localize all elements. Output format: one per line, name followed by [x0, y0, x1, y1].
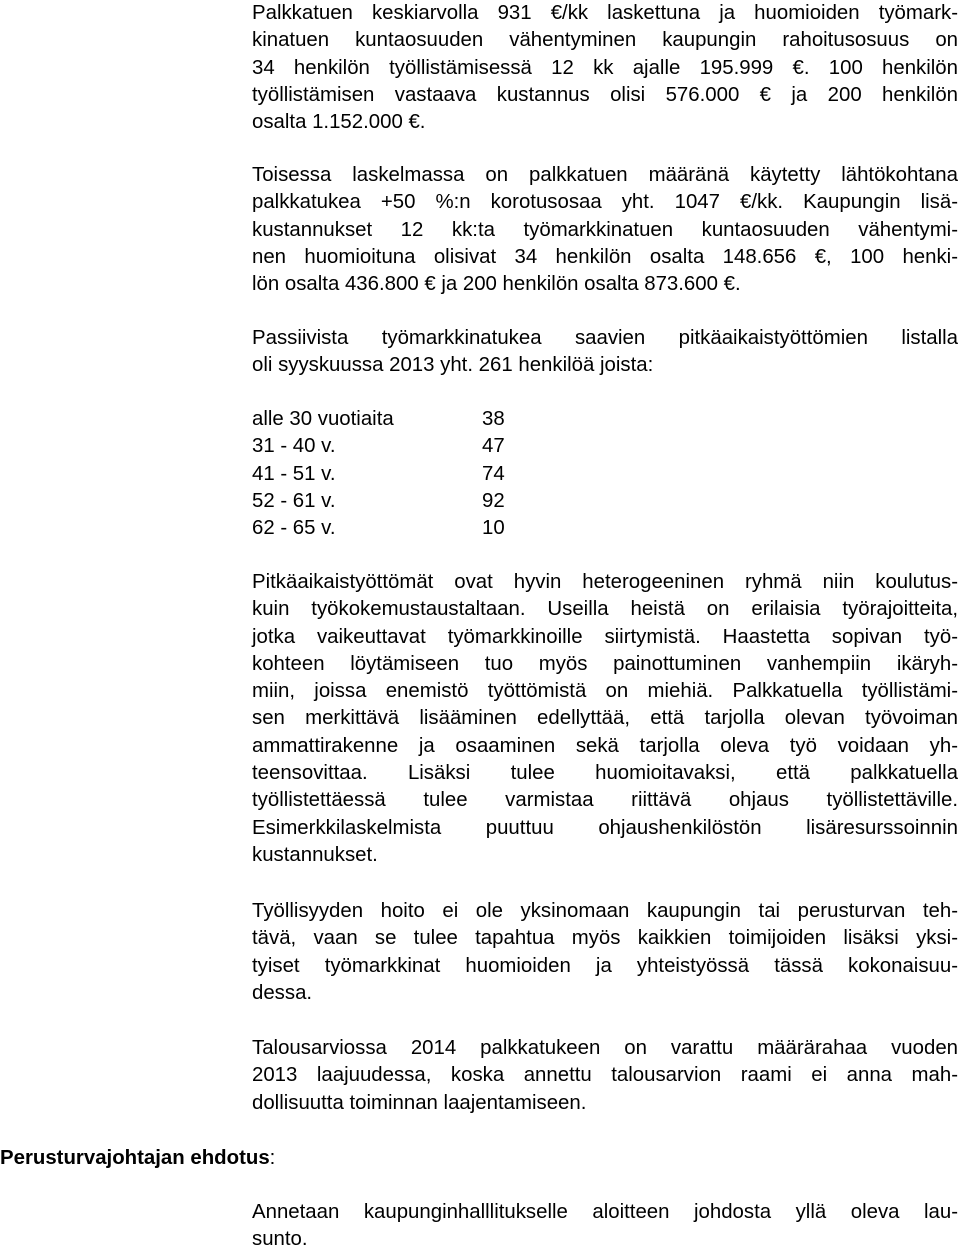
paragraph-heterogeneous-group: [252, 569, 958, 869]
age-group-label: 41 - 51 v.: [252, 462, 336, 485]
text-line: Palkkatuen keskiarvolla 931 €/kk laskettuna ja huomioiden työmark-: [252, 2, 958, 24]
age-group-count: 74: [482, 462, 505, 485]
text-line: Annetaan kaupunginhalllitukselle aloitteen johdosta yllä oleva lau-: [252, 1201, 958, 1223]
age-group-count: 10: [482, 517, 505, 540]
age-group-label: 62 - 65 v.: [252, 517, 336, 540]
text-line: teensovittaa. Lisäksi tulee huomioitavaksi, että palkkatuella: [252, 762, 958, 785]
text-line: 34 henkilön työllistämisessä 12 kk ajalle 195.999 €. 100 henkilön: [252, 56, 958, 79]
proposal-text: [252, 1199, 958, 1254]
text-line: tävä, vaan se tulee tapahtua myös kaikkien toimijoiden lisäksi yksi-: [252, 927, 958, 950]
proposal-heading-colon: :: [269, 1147, 276, 1169]
table-row: [252, 461, 958, 488]
text-line: kohteen löytämiseen tuo myös painottuminen vanhempiin ikäryh-: [252, 652, 958, 675]
text-line: 2013 laajuudessa, koska annettu talousarvion raami ei anna mah-: [252, 1064, 958, 1087]
paragraph-cost-calculation-2: [252, 162, 958, 298]
proposal-heading-label: Perusturvajohtajan ehdotus: [0, 1147, 270, 1169]
text-line: Pitkäaikaistyöttömät ovat hyvin heterogeeninen ryhmä niin koulutus-: [252, 571, 958, 593]
text-line: sunto.: [252, 1228, 308, 1251]
text-line: Työllisyyden hoito ei ole yksinomaan kaupungin tai perusturvan teh-: [252, 900, 958, 922]
age-group-count: 92: [482, 489, 505, 512]
text-line: Talousarviossa 2014 palkkatukeen on varattu määrärahaa vuoden: [252, 1037, 958, 1059]
table-row: [252, 406, 958, 433]
text-line: jotka vaikeuttavat työmarkkinoille siirtymistä. Haastetta sopivan työ-: [252, 625, 958, 648]
text-line: työllistämisen vastaava kustannus olisi 576.000 € ja 200 henkilön: [252, 83, 958, 106]
text-line: palkkatukea +50 %:n korotusosaa yht. 1047 €/kk. Kaupungin lisä-: [252, 191, 958, 214]
age-group-label: 31 - 40 v.: [252, 435, 336, 458]
text-line: kustannukset.: [252, 843, 378, 866]
table-row: [252, 488, 958, 515]
age-group-table: [252, 406, 958, 542]
text-line: työllistettäessä tulee varmistaa riittävä ohjaus työllistettäville.: [252, 789, 958, 812]
paragraph-employment-cooperation: [252, 898, 958, 1007]
text-line: Passiivista työmarkkinatukea saavien pitkäaikaistyöttömien listalla: [252, 327, 958, 349]
table-row: [252, 515, 958, 542]
age-group-label: 52 - 61 v.: [252, 489, 336, 512]
text-line: kuin työkokemustaustaltaan. Useilla heistä on erilaisia työrajoitteita,: [252, 598, 958, 621]
text-line: miin, joissa enemistö työttömistä on miehiä. Palkkatuella työllistämi-: [252, 680, 958, 703]
age-group-count: 47: [482, 435, 505, 458]
text-line: Esimerkkilaskelmista puuttuu ohjaushenkilöstön lisäresurssoinnin: [252, 816, 958, 839]
paragraph-cost-calculation-1: [252, 0, 958, 136]
age-group-count: 38: [482, 408, 505, 430]
text-line: lön osalta 436.800 € ja 200 henkilön osalta 873.600 €.: [252, 273, 741, 296]
text-line: dessa.: [252, 981, 313, 1004]
text-line: kustannukset 12 kk:ta työmarkkinatuen kuntaosuuden vähentymi-: [252, 218, 958, 241]
text-line: Toisessa laskelmassa on palkkatuen määränä käytetty lähtökohtana: [252, 164, 958, 186]
paragraph-unemployed-list: [252, 325, 958, 380]
text-line: nen huomioituna olisivat 34 henkilön osalta 148.656 €, 100 henki-: [252, 245, 958, 268]
text-line: kinatuen kuntaosuuden vähentyminen kaupungin rahoitusosuus on: [252, 29, 958, 52]
text-line: tyiset työmarkkinat huomioiden ja yhteistyössä tässä kokonaisuu-: [252, 954, 958, 977]
text-line: sen merkittävä lisääminen edellyttää, että tarjolla olevan työvoiman: [252, 707, 958, 730]
table-row: [252, 433, 958, 460]
paragraph-budget-2014: [252, 1035, 958, 1117]
text-line: ammattirakenne ja osaaminen sekä tarjolla oleva työ voidaan yh-: [252, 734, 958, 757]
text-line: oli syyskuussa 2013 yht. 261 henkilöä joista:: [252, 354, 654, 377]
age-group-label: alle 30 vuotiaita: [252, 408, 394, 430]
text-line: dollisuutta toiminnan laajentamiseen.: [252, 1091, 587, 1114]
text-line: osalta 1.152.000 €.: [252, 111, 426, 134]
proposal-heading: [0, 1145, 275, 1172]
